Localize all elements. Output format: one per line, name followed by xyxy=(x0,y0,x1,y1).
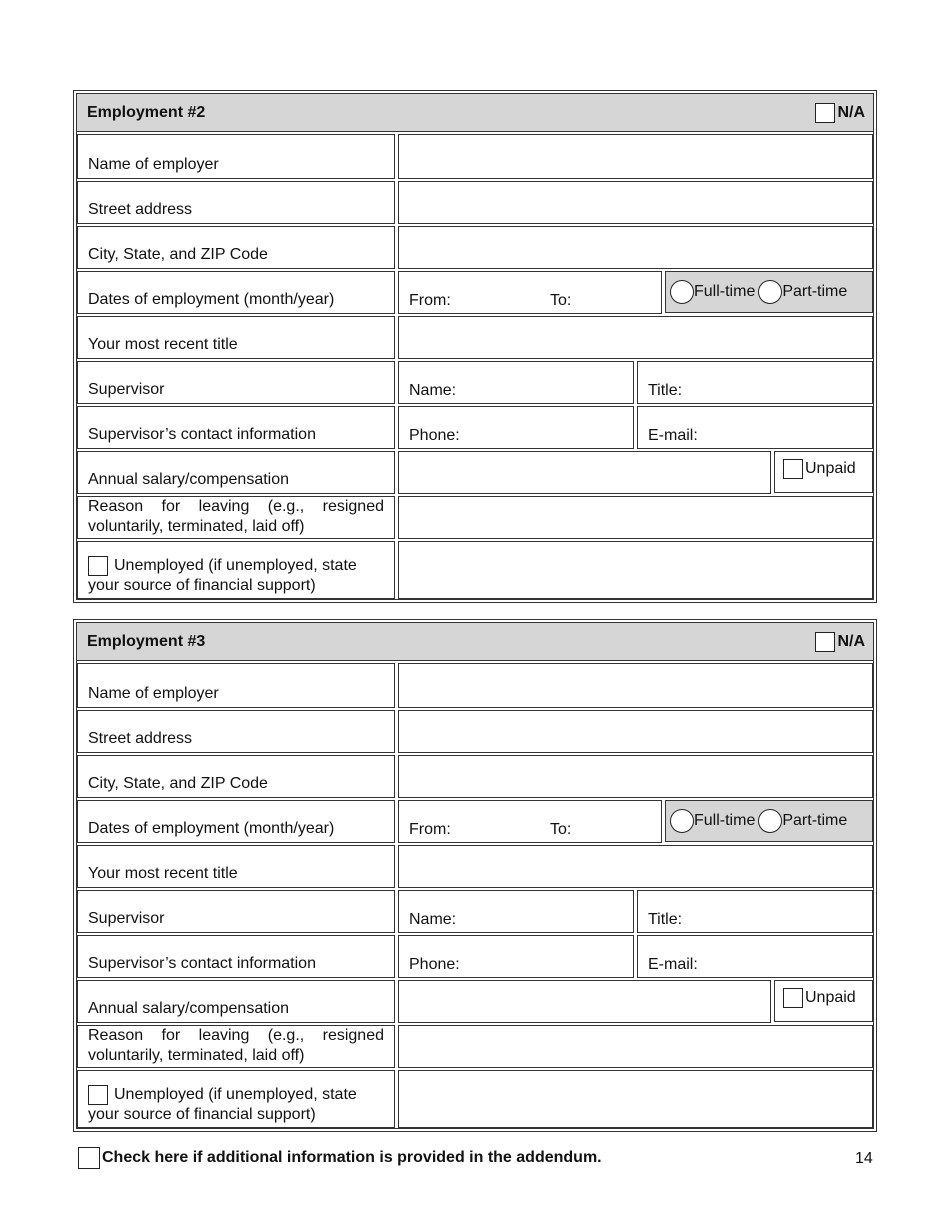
phone-label: Phone: xyxy=(409,956,460,973)
row-street xyxy=(77,179,873,224)
street-field[interactable] xyxy=(398,181,873,224)
unpaid-option xyxy=(774,980,873,1022)
row-employer xyxy=(77,134,873,179)
unemployed-line-1: Unemployed (if unemployed, state xyxy=(114,557,357,574)
supervisor-name-field[interactable] xyxy=(398,890,634,933)
section-title: Employment #3 xyxy=(87,632,206,650)
title-field[interactable] xyxy=(398,845,873,888)
employer-field[interactable] xyxy=(398,663,873,708)
dates-field[interactable] xyxy=(398,271,662,314)
email-label: E-mail: xyxy=(648,956,698,973)
addendum-option xyxy=(78,1147,602,1169)
addendum-label: Check here if additional information is provided in the addendum. xyxy=(102,1149,602,1166)
supervisor-title-field[interactable] xyxy=(637,890,873,933)
na-checkbox[interactable] xyxy=(815,103,835,123)
full-time-radio[interactable] xyxy=(670,809,694,833)
phone-field[interactable] xyxy=(398,406,634,449)
title-label: Your most recent title xyxy=(77,845,395,888)
row-reason xyxy=(77,1023,873,1068)
unemployed-line-2: your source of financial support) xyxy=(88,1106,316,1123)
unpaid-label: Unpaid xyxy=(805,989,856,1006)
part-time-label: Part-time xyxy=(782,283,848,300)
reason-label xyxy=(77,1025,395,1068)
reason-label xyxy=(77,496,395,539)
part-time-radio[interactable] xyxy=(758,809,782,833)
employer-label: Name of employer xyxy=(77,663,395,708)
name-label: Name: xyxy=(409,911,457,928)
to-label: To: xyxy=(550,821,572,838)
salary-field[interactable] xyxy=(398,980,771,1023)
to-label: To: xyxy=(550,292,572,309)
unpaid-checkbox[interactable] xyxy=(783,459,803,479)
title-field[interactable] xyxy=(398,316,873,359)
row-reason xyxy=(77,494,873,539)
employment-2-section xyxy=(73,90,877,603)
unemployed-line-2: your source of financial support) xyxy=(88,577,316,594)
unpaid-option xyxy=(774,451,873,493)
unemployed-label xyxy=(77,541,395,599)
employment-type-box xyxy=(665,271,873,313)
unemployed-checkbox[interactable] xyxy=(88,556,108,576)
section-header xyxy=(77,94,873,132)
unemployed-line-1: Unemployed (if unemployed, state xyxy=(114,1086,357,1103)
street-field[interactable] xyxy=(398,710,873,753)
part-time-radio[interactable] xyxy=(758,280,782,304)
section-title: Employment #2 xyxy=(87,103,206,121)
full-time-label: Full-time xyxy=(694,283,756,300)
unemployed-label xyxy=(77,1070,395,1128)
email-label: E-mail: xyxy=(648,427,698,444)
reason-label-text: Reason for leaving (e.g., resigned voluntarily, terminated, laid off) xyxy=(88,498,384,535)
salary-label: Annual salary/compensation xyxy=(77,980,395,1023)
row-supervisor xyxy=(77,359,873,404)
na-option xyxy=(815,632,865,652)
from-label: From: xyxy=(409,821,451,838)
row-unemployed xyxy=(77,1068,873,1128)
sup-title-label: Title: xyxy=(648,911,683,928)
dates-label: Dates of employment (month/year) xyxy=(77,271,395,314)
row-salary xyxy=(77,978,873,1023)
row-dates xyxy=(77,798,873,843)
street-label: Street address xyxy=(77,181,395,224)
sup-title-label: Title: xyxy=(648,382,683,399)
phone-field[interactable] xyxy=(398,935,634,978)
na-label: N/A xyxy=(837,632,865,650)
city-label: City, State, and ZIP Code xyxy=(77,226,395,269)
row-unemployed xyxy=(77,539,873,599)
row-contact xyxy=(77,404,873,449)
contact-label: Supervisor’s contact information xyxy=(77,406,395,449)
city-label: City, State, and ZIP Code xyxy=(77,755,395,798)
full-time-label: Full-time xyxy=(694,812,756,829)
from-label: From: xyxy=(409,292,451,309)
row-dates xyxy=(77,269,873,314)
addendum-checkbox[interactable] xyxy=(78,1147,100,1169)
section-header xyxy=(77,623,873,661)
dates-field[interactable] xyxy=(398,800,662,843)
row-title xyxy=(77,314,873,359)
dates-label: Dates of employment (month/year) xyxy=(77,800,395,843)
row-contact xyxy=(77,933,873,978)
unemployed-checkbox[interactable] xyxy=(88,1085,108,1105)
na-label: N/A xyxy=(837,103,865,121)
row-supervisor xyxy=(77,888,873,933)
unpaid-label: Unpaid xyxy=(805,460,856,477)
employer-label: Name of employer xyxy=(77,134,395,179)
supervisor-title-field[interactable] xyxy=(637,361,873,404)
supervisor-name-field[interactable] xyxy=(398,361,634,404)
salary-field[interactable] xyxy=(398,451,771,494)
row-salary xyxy=(77,449,873,494)
unemployed-field[interactable] xyxy=(398,1070,873,1128)
street-label: Street address xyxy=(77,710,395,753)
na-option xyxy=(815,103,865,123)
supervisor-label: Supervisor xyxy=(77,890,395,933)
phone-label: Phone: xyxy=(409,427,460,444)
employment-3-section xyxy=(73,619,877,1132)
row-employer xyxy=(77,663,873,708)
name-label: Name: xyxy=(409,382,457,399)
employment-type-box xyxy=(665,800,873,842)
city-field[interactable] xyxy=(398,226,873,269)
unpaid-checkbox[interactable] xyxy=(783,988,803,1008)
reason-label-text: Reason for leaving (e.g., resigned voluntarily, terminated, laid off) xyxy=(88,1027,384,1064)
email-field[interactable] xyxy=(637,935,873,978)
row-city xyxy=(77,753,873,798)
part-time-label: Part-time xyxy=(782,812,848,829)
supervisor-label: Supervisor xyxy=(77,361,395,404)
na-checkbox[interactable] xyxy=(815,632,835,652)
row-city xyxy=(77,224,873,269)
city-field[interactable] xyxy=(398,755,873,798)
contact-label: Supervisor’s contact information xyxy=(77,935,395,978)
reason-field[interactable] xyxy=(398,1025,873,1068)
employer-field[interactable] xyxy=(398,134,873,179)
title-label: Your most recent title xyxy=(77,316,395,359)
full-time-radio[interactable] xyxy=(670,280,694,304)
unemployed-field[interactable] xyxy=(398,541,873,599)
row-street xyxy=(77,708,873,753)
row-title xyxy=(77,843,873,888)
page-number: 14 xyxy=(855,1150,873,1167)
email-field[interactable] xyxy=(637,406,873,449)
reason-field[interactable] xyxy=(398,496,873,539)
salary-label: Annual salary/compensation xyxy=(77,451,395,494)
